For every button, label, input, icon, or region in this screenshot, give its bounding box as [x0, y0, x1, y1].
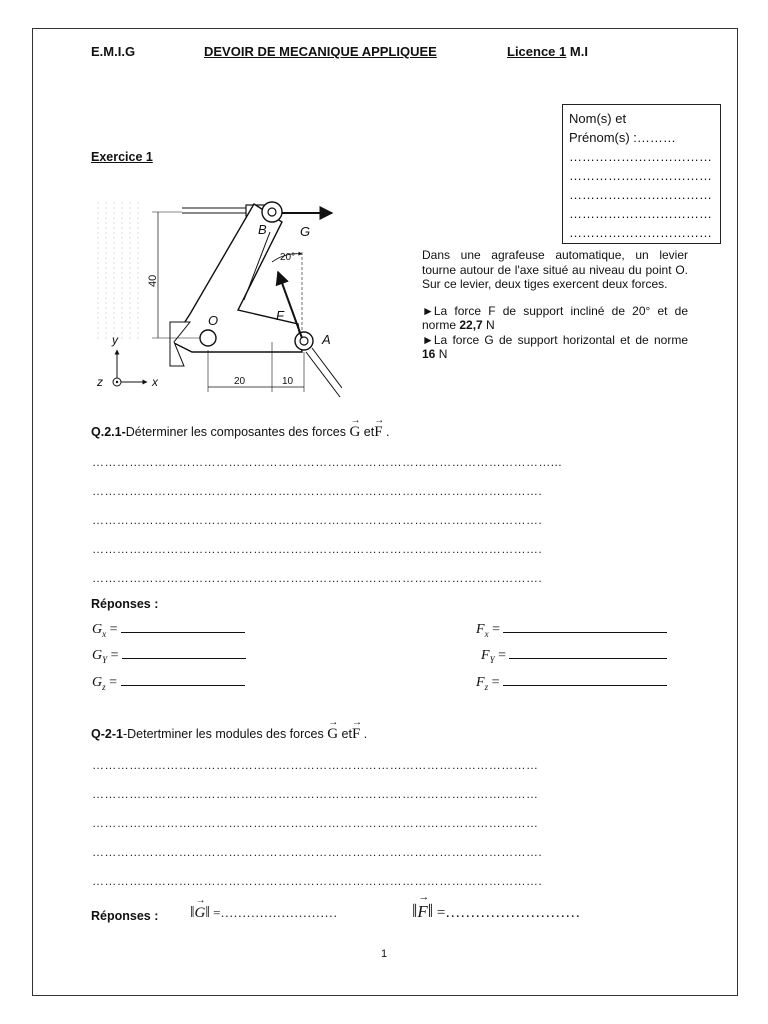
- label-axis-y: y: [112, 333, 118, 347]
- answer-line[interactable]: ……………………………………………………………………………………………….: [92, 484, 543, 498]
- answer-gx[interactable]: $G_x$ =: [92, 620, 245, 639]
- answer-line[interactable]: ………………………………………………………………………………………………: [92, 758, 539, 772]
- label-axis-z: z: [97, 375, 103, 389]
- vector-g: → G: [349, 415, 361, 440]
- lever-diagram: [92, 192, 342, 402]
- description-paragraph: Dans une agrafeuse automatique, un levier tourne autour de l'axe situé au niveau du point O. Sur ce levier, deux tiges exercent deux forces.: [422, 248, 688, 291]
- answer-line[interactable]: ………………………………………………………………………………………………: [92, 787, 539, 801]
- answer-line[interactable]: ……………………………………………………………………………………………….: [92, 513, 543, 527]
- name-label-1: Nom(s) et: [569, 111, 627, 126]
- answers-label-2: Réponses :: [91, 909, 159, 923]
- force-f-value: 22,7: [459, 318, 483, 332]
- answer-modulus-f[interactable]: ‖ → F‖ =………………………: [412, 891, 581, 922]
- level-suffix: M.I: [566, 44, 588, 59]
- answer-fx[interactable]: $F_x$ =: [476, 620, 667, 639]
- label-f: F: [276, 308, 284, 323]
- answer-gy[interactable]: $G_Y$ =: [92, 646, 246, 665]
- name-dot-line: ……………………………: [569, 187, 712, 202]
- question-1: Q.2.1-Déterminer les composantes des forces → G et → F .: [91, 415, 390, 440]
- force-g-value: 16: [422, 347, 436, 361]
- answer-line[interactable]: ……………………………………………………………………………………………….: [92, 571, 543, 585]
- lever-figure: [92, 192, 342, 407]
- label-o: O: [208, 313, 219, 328]
- exercise-description: [422, 248, 688, 362]
- question-1-number: Q.2.1-: [91, 425, 126, 439]
- answer-fz[interactable]: $F_z$ =: [476, 673, 667, 692]
- answer-line[interactable]: …………………………………………………………………………………………………...: [92, 455, 563, 469]
- label-axis-x: x: [152, 375, 158, 389]
- label-b: B: [258, 222, 267, 237]
- hatch-background: [98, 202, 138, 342]
- vector-f: → F: [374, 415, 385, 440]
- document-title: DEVOIR DE MECANIQUE APPLIQUEE: [204, 44, 437, 59]
- label-dim-h2: 10: [282, 376, 294, 387]
- name-dot-line: ……………………………: [569, 168, 712, 183]
- answer-line[interactable]: ……………………………………………………………………………………………….: [92, 845, 543, 859]
- answer-fy[interactable]: $F_Y$ =: [481, 646, 667, 665]
- level-main: Licence 1: [507, 44, 567, 59]
- question-2-number: Q-2-1: [91, 727, 123, 741]
- vector-f: → F: [351, 717, 362, 742]
- label-g: G: [300, 224, 311, 239]
- name-dot-line: ……………………………: [569, 149, 712, 164]
- question-2-text: -Detertminer les modules des forces: [122, 727, 328, 741]
- label-dim-vertical: 40: [147, 274, 159, 287]
- answer-line[interactable]: ……………………………………………………………………………………………….: [92, 874, 543, 888]
- name-dot-line: ……………………………: [569, 206, 712, 221]
- level: [507, 44, 588, 59]
- exercise-title: Exercice 1: [91, 150, 153, 164]
- answer-line[interactable]: ……………………………………………………………………………………………….: [92, 542, 543, 556]
- label-angle: 20°: [280, 252, 296, 263]
- vector-g: → G: [327, 717, 339, 742]
- name-box[interactable]: [562, 104, 721, 244]
- answer-gz[interactable]: $G_z$ =: [92, 673, 245, 692]
- answer-line[interactable]: ………………………………………………………………………………………………: [92, 816, 539, 830]
- answers-label-1: Réponses :: [91, 597, 159, 611]
- school-name: E.M.I.G: [91, 44, 136, 59]
- name-dot-line: ……………………………: [569, 225, 712, 240]
- question-1-text: Déterminer les composantes des forces: [125, 425, 350, 439]
- label-dim-h1: 20: [234, 376, 246, 387]
- name-label-2: Prénom(s) :………: [569, 130, 676, 145]
- answer-modulus-g[interactable]: ‖ → G‖ =………………………: [190, 895, 338, 921]
- force-g-statement: ►La force G de support horizontal et de norme 16 N: [422, 332, 688, 361]
- page-number: 1: [381, 948, 388, 960]
- lever-body: [172, 204, 302, 352]
- label-a: A: [322, 332, 331, 347]
- question-2: Q-2-1-Detertminer les modules des forces → G et → F .: [91, 717, 368, 742]
- force-f-statement: ►La force F de support incliné de 20° et de norme 22,7 N: [422, 303, 688, 332]
- rod-f: [306, 352, 340, 397]
- pivot-o: [200, 330, 216, 346]
